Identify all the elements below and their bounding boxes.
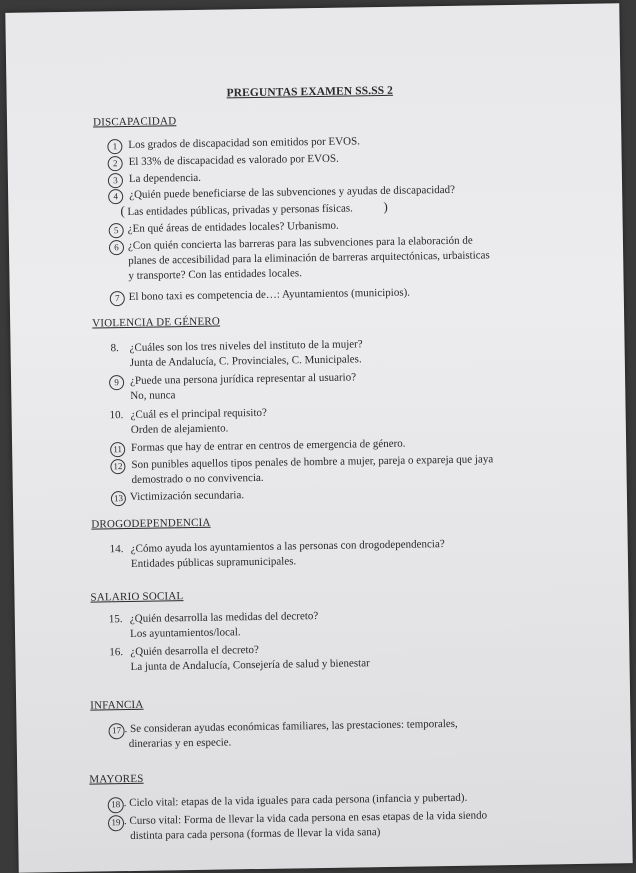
section-discapacidad: DISCAPACIDAD: [92, 115, 177, 129]
question-17-line-2: dinerarias y en especie.: [128, 736, 232, 751]
number-1: 1: [107, 139, 122, 154]
question-12-line-2: demostrado o no convivencia.: [131, 471, 264, 486]
open-paren: (: [120, 203, 125, 219]
question-5: ¿En qué áreas de entidades locales? Urbanismo.: [127, 219, 339, 235]
question-19-line-2: distinta para cada persona (formas de llevar la vida sana): [130, 826, 381, 843]
answer-4: Las entidades públicas, privadas y personas físicas.: [127, 202, 353, 218]
question-9: [130, 370, 356, 404]
question-7: El bono taxi es competencia de…: Ayuntamientos (municipios).: [128, 286, 411, 303]
question-16-text: ¿Quién desarrolla el decreto?: [130, 643, 259, 658]
question-8: [129, 337, 363, 371]
number-14: 14.: [109, 543, 124, 556]
question-6: [128, 233, 490, 284]
question-9-text: ¿Puede una persona jurídica representar al usuario?: [129, 371, 357, 387]
number-4: 4: [108, 189, 123, 204]
section-mayores: MAYORES: [89, 772, 144, 786]
paper-sheet: [5, 3, 632, 873]
question-18: . Ciclo vital: etapas de la vida iguales para cada persona (infancia y pubertad).: [123, 791, 468, 810]
question-19: [124, 808, 488, 844]
question-11: Formas que hay de entrar en centros de emergencia de género.: [131, 437, 406, 454]
answer-10: Orden de alejamiento.: [130, 422, 229, 436]
question-8-text: ¿Cuáles son los tres niveles del instituto de la mujer?: [129, 338, 363, 354]
page-title: PREGUNTAS EXAMEN SS.SS 2: [226, 84, 394, 100]
section-drogodependencia: DROGODEPENDENCIA: [91, 516, 211, 531]
question-6-line-2: planes de accesibilidad para la eliminación de barreras arquitectónicas, urbaisticas: [128, 249, 490, 267]
question-3: La dependencia.: [128, 171, 202, 185]
close-paren: ): [383, 198, 388, 214]
number-17: 17: [108, 723, 124, 739]
number-19: 19: [108, 815, 124, 831]
question-19-line-1: . Curso vital: Forma de llevar la vida cada persona en esas etapas de la vida siendo: [123, 809, 488, 828]
question-14-text: ¿Cómo ayuda los ayuntamientos a las personas con drogodependencia?: [130, 538, 445, 555]
question-14: [131, 537, 445, 572]
section-violencia: VIOLENCIA DE GÉNERO: [92, 315, 221, 330]
question-13: Victimización secundaria.: [129, 489, 245, 503]
question-17-line-1: . Se consideran ayudas económicas familiares, las prestaciones: temporales,: [124, 717, 458, 736]
section-infancia: INFANCIA: [90, 698, 144, 712]
section-salario-social: SALARIO SOCIAL: [90, 590, 184, 604]
number-16: 16.: [109, 646, 124, 659]
answer-8: Junta de Andalucía, C. Provinciales, C. Municipales.: [129, 353, 362, 369]
question-15-text: ¿Quién desarrolla las medidas del decreto?: [129, 610, 319, 625]
question-4: ¿Quién puede beneficiarse de las subvenciones y ayudas de discapacidad?: [129, 183, 456, 201]
answer-15: Los ayuntamientos/local.: [129, 626, 241, 640]
question-15: [130, 609, 319, 642]
question-6-line-1: ¿Con quién concierta las barreras para las subvenciones para la elaboración de: [127, 234, 473, 252]
question-6-line-3: y transporte? Con las entidades locales.: [128, 267, 303, 282]
number-13: 13: [111, 491, 126, 506]
question-1: Los grados de discapacidad son emitidos por EVOS.: [128, 135, 361, 151]
answer-16: La junta de Andalucía, Consejería de salud y bienestar: [130, 657, 370, 673]
question-10: [131, 406, 268, 438]
number-9: 9: [109, 375, 124, 390]
number-10: 10.: [109, 409, 124, 422]
number-5: 5: [109, 223, 124, 238]
number-18: 18: [108, 797, 124, 813]
question-12: [131, 452, 493, 488]
answer-9: No, nunca: [130, 389, 176, 402]
answer-14: Entidades públicas supramunicipales.: [130, 555, 297, 570]
number-11: 11: [110, 442, 125, 457]
question-16: [130, 641, 370, 675]
question-17: [124, 717, 458, 752]
number-8: 8.: [110, 342, 119, 355]
question-2: El 33% de discapacidad es valorado por EVOS.: [128, 152, 339, 168]
number-6: 6: [109, 240, 124, 255]
number-7: 7: [110, 291, 125, 306]
number-15: 15.: [108, 613, 123, 626]
number-12: 12: [110, 459, 125, 474]
number-2: 2: [108, 156, 123, 171]
number-3: 3: [108, 173, 123, 188]
question-12-line-1: Son punibles aquellos tipos penales de hombre a mujer, pareja o expareja que jaya: [131, 453, 494, 471]
question-10-text: ¿Cuál es el principal requisito?: [130, 406, 267, 421]
